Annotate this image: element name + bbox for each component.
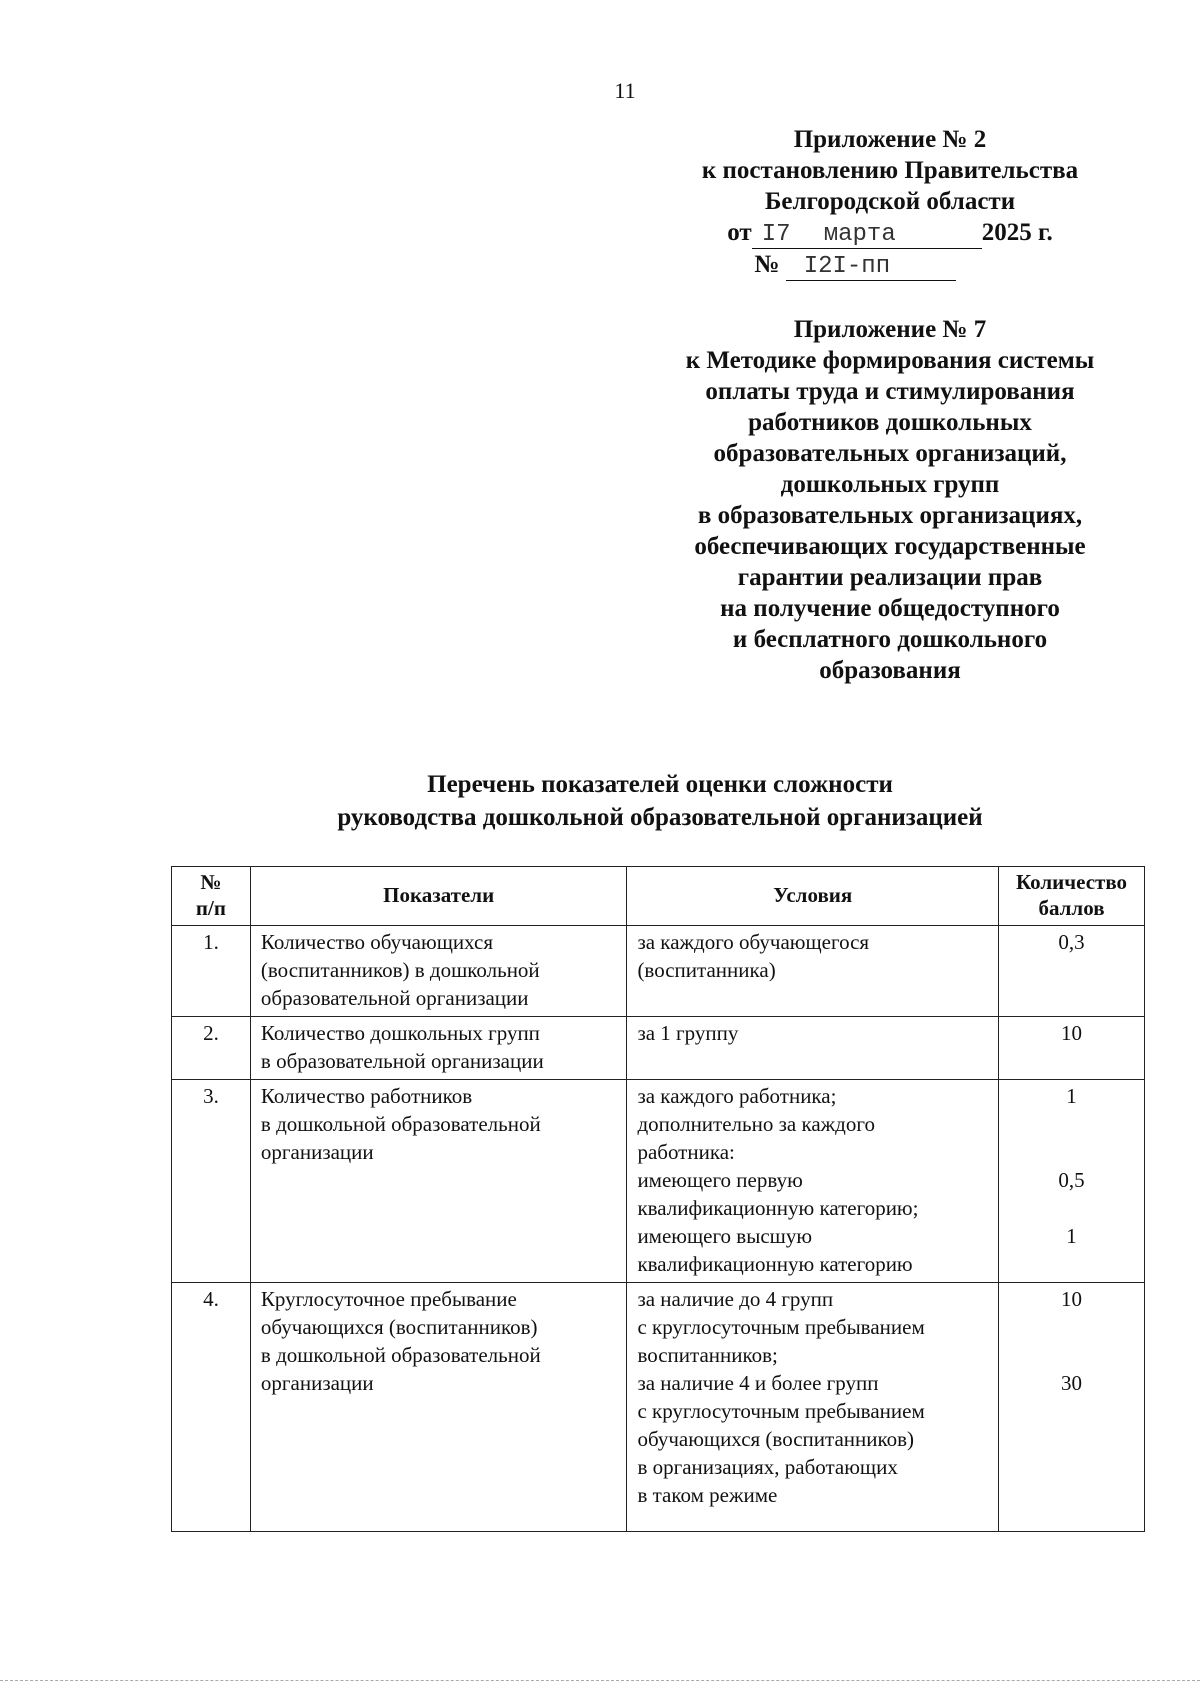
indicator-cell-line: Количество работников: [260, 1084, 473, 1108]
table-header-row: [172, 867, 1145, 926]
conditions-cell: [627, 1017, 999, 1080]
methodology-line: и бесплатного дошкольного: [732, 626, 1048, 653]
conditions-cell-line: с круглосуточным пребыванием: [637, 1315, 925, 1339]
conditions-cell-line: (воспитанника): [637, 958, 776, 982]
header-points: [999, 867, 1145, 926]
header-conditions: Условия: [627, 867, 999, 926]
appendix-2-number-line: [660, 249, 1120, 281]
indicator-cell-line: Количество дошкольных групп: [260, 1021, 540, 1045]
conditions-cell: [627, 1080, 999, 1283]
table-row: [172, 1283, 1145, 1532]
indicator-cell: [250, 1080, 627, 1283]
appendix-2-header: [660, 124, 1120, 281]
conditions-cell-line: обучающихся (воспитанников): [637, 1427, 915, 1451]
points-cell-line: [1009, 1397, 1134, 1425]
points-cell-line: [1009, 1138, 1134, 1166]
points-cell-line: [1009, 1341, 1134, 1369]
points-cell-line: [1009, 1481, 1134, 1509]
methodology-line: Приложение № 7: [793, 316, 987, 343]
appendix-2-reference: к постановлению Правительства: [701, 157, 1079, 184]
appendix-2-title: Приложение № 2: [793, 126, 987, 153]
points-cell-line: [1009, 1110, 1134, 1138]
document-title: [170, 768, 1150, 834]
indicator-cell-line: (воспитанников) в дошкольной: [260, 958, 540, 982]
points-cell-line: 1: [1066, 1224, 1077, 1248]
conditions-cell-line: дополнительно за каждого: [637, 1112, 875, 1136]
table-row: [172, 1080, 1145, 1283]
points-cell-line: [1009, 1425, 1134, 1453]
indicator-cell-line: организации: [260, 1140, 374, 1164]
appendix-2-region: Белгородской области: [764, 188, 1016, 215]
header-indicators: Показатели: [250, 867, 627, 926]
conditions-cell-line: имеющего высшую: [637, 1224, 813, 1248]
points-cell: [999, 1017, 1145, 1080]
conditions-cell-line: за 1 группу: [637, 1021, 739, 1045]
date-year: 2025 г.: [981, 219, 1053, 246]
conditions-cell-line: имеющего первую: [637, 1168, 803, 1192]
document-number-field: I2I-пп: [786, 254, 956, 281]
methodology-line: образовательных организаций,: [713, 440, 1067, 467]
points-cell-line: 10: [1061, 1287, 1083, 1311]
conditions-cell-line: работника:: [637, 1140, 735, 1164]
indicator-cell-line: в дошкольной образовательной: [260, 1343, 541, 1367]
points-cell: [999, 1080, 1145, 1283]
points-cell-line: 30: [1061, 1371, 1083, 1395]
conditions-cell-line: за каждого работника;: [637, 1084, 837, 1108]
methodology-line: гарантии реализации прав: [737, 564, 1043, 591]
conditions-cell-line: воспитанников;: [637, 1343, 778, 1367]
header-points-line-1: Количество: [1015, 870, 1128, 894]
methodology-line: обеспечивающих государственные: [694, 533, 1086, 560]
appendix-2-date-line: [660, 217, 1120, 249]
indicator-cell-line: Количество обучающихся: [260, 930, 493, 954]
points-cell-line: [1009, 1313, 1134, 1341]
conditions-cell-line: за каждого обучающегося: [637, 930, 870, 954]
points-cell-line: [1009, 1250, 1134, 1278]
indicator-cell-line: образовательной организации: [260, 986, 529, 1010]
conditions-cell: [627, 1283, 999, 1532]
indicators-table: [171, 866, 1145, 1532]
conditions-cell-line: квалификационную категорию: [637, 1252, 913, 1276]
footer-divider: [0, 1680, 1200, 1681]
date-prefix: от: [727, 219, 752, 246]
header-points-line-2: баллов: [1038, 896, 1105, 920]
conditions-cell-line: за наличие до 4 групп: [637, 1287, 834, 1311]
points-cell-line: 10: [1061, 1021, 1083, 1045]
table-body: [172, 926, 1145, 1532]
methodology-line: на получение общедоступного: [720, 595, 1060, 622]
date-month-field: марта: [814, 222, 982, 249]
row-number: 4.: [172, 1283, 251, 1532]
conditions-cell-line: с круглосуточным пребыванием: [637, 1399, 925, 1423]
indicator-cell-line: организации: [260, 1371, 374, 1395]
indicator-cell-line: Круглосуточное пребывание: [260, 1287, 517, 1311]
header-number-line-2: п/п: [195, 896, 226, 920]
document-title-line-1: Перечень показателей оценки сложности: [427, 771, 893, 798]
conditions-cell-line: квалификационную категорию;: [637, 1196, 919, 1220]
methodology-line: к Методике формирования системы: [685, 347, 1095, 374]
number-prefix: №: [754, 251, 780, 278]
document-title-line-2: руководства дошкольной образовательной организацией: [337, 804, 983, 831]
methodology-line: дошкольных групп: [780, 471, 1000, 498]
header-number-line-1: №: [200, 870, 222, 894]
methodology-line: оплаты труда и стимулирования: [705, 378, 1075, 405]
points-cell-line: 1: [1066, 1084, 1077, 1108]
indicator-cell-line: обучающихся (воспитанников): [260, 1315, 538, 1339]
indicator-cell-line: в дошкольной образовательной: [260, 1112, 541, 1136]
row-number: 1.: [172, 926, 251, 1017]
points-cell-line: 0,5: [1058, 1168, 1085, 1192]
indicator-cell: [250, 926, 627, 1017]
header-number: [172, 867, 251, 926]
points-cell-line: [1009, 1194, 1134, 1222]
appendix-7-header: [660, 314, 1120, 686]
methodology-line: в образовательных организациях,: [697, 502, 1083, 529]
date-day-field: I7: [752, 222, 814, 249]
points-cell-line: [1009, 1453, 1134, 1481]
page-number: 11: [614, 78, 636, 103]
indicator-cell: [250, 1283, 627, 1532]
table-row: [172, 1017, 1145, 1080]
points-cell-line: 0,3: [1058, 930, 1085, 954]
methodology-line: работников дошкольных: [748, 409, 1032, 436]
conditions-cell-line: в таком режиме: [637, 1483, 778, 1507]
row-number: 2.: [172, 1017, 251, 1080]
conditions-cell-line: за наличие 4 и более групп: [637, 1371, 879, 1395]
row-number: 3.: [172, 1080, 251, 1283]
conditions-cell: [627, 926, 999, 1017]
points-cell: [999, 926, 1145, 1017]
indicator-cell: [250, 1017, 627, 1080]
table-row: [172, 926, 1145, 1017]
methodology-line: образования: [819, 657, 961, 684]
points-cell: [999, 1283, 1145, 1532]
indicator-cell-line: в образовательной организации: [260, 1049, 544, 1073]
conditions-cell-line: в организациях, работающих: [637, 1455, 898, 1479]
